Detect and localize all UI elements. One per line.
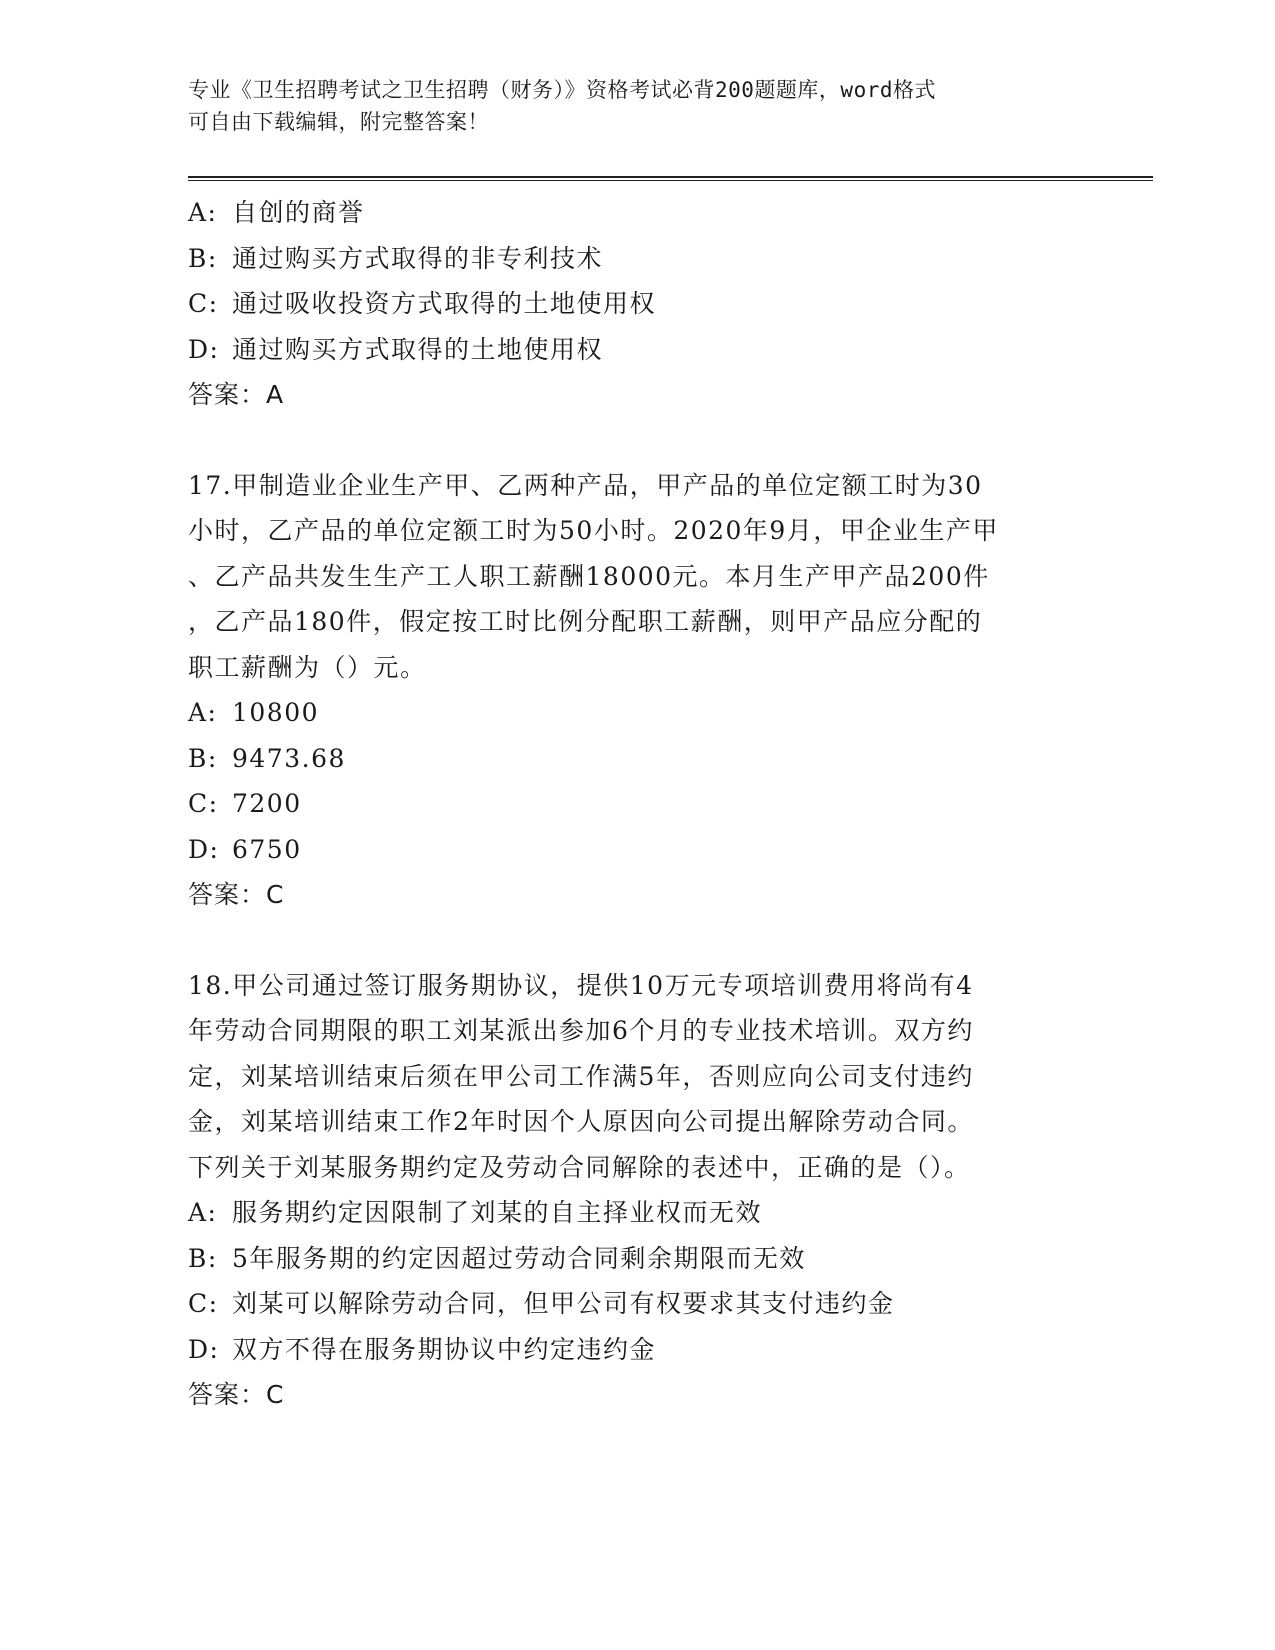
question-list [188,190,1088,1418]
option-letter: A: [188,1198,218,1227]
question-stem-line: 下列关于刘某服务期约定及劳动合同解除的表述中，正确的是（）。 [188,1152,971,1182]
question-stem-line: 年劳动合同期限的职工刘某派出参加6个月的专业技术培训。双方约 [188,1016,974,1045]
option-c [188,281,1088,327]
option-text: 通过吸收投资方式取得的土地使用权 [232,289,657,318]
question-stem-line: 18.甲公司通过签订服务期协议，提供10万元专项培训费用将尚有4 [188,970,974,1000]
option-d [188,1327,1088,1373]
header-divider [188,176,1153,181]
option-a [188,190,1088,236]
question-17 [188,463,1088,918]
option-letter: D: [188,334,220,364]
option-b [188,736,1088,782]
option-text: 7200 [232,789,302,818]
option-letter: B: [188,743,218,773]
question-spacer [188,918,1088,963]
option-letter: C: [188,289,219,318]
option-letter: B: [188,1243,218,1273]
option-text: 服务期约定因限制了刘某的自主择业权而无效 [232,1198,763,1227]
header-title-line-1: 专业《卫生招聘考试之卫生招聘（财务）》资格考试必背200题题库，word格式 [188,78,936,102]
option-text: 10800 [232,698,320,727]
answer-line: 答案：C [188,880,285,909]
question-stem-line: 、乙产品共发生生产工人职工薪酬18000元。本月生产甲产品200件 [188,561,990,591]
option-letter: D: [188,1334,220,1364]
option-a [188,690,1088,736]
question-stem-line: ，乙产品180件，假定按工时比例分配职工薪酬，则甲产品应分配的 [188,607,983,636]
option-text: 双方不得在服务期协议中约定违约金 [232,1334,657,1364]
question-spacer [188,418,1088,463]
option-d [188,827,1088,873]
option-text: 通过购买方式取得的土地使用权 [232,334,604,364]
answer-line: 答案：C [188,1380,285,1409]
option-letter: C: [188,789,219,818]
question-stem-line: 金，刘某培训结束工作2年时因个人原因向公司提出解除劳动合同。 [188,1107,974,1136]
question-16 [188,190,1088,418]
answer-line: 答案：A [188,380,285,409]
option-letter: A: [188,198,218,227]
option-text: 自创的商誉 [232,198,365,227]
question-stem-line: 定，刘某培训结束后须在甲公司工作满5年，否则应向公司支付违约 [188,1061,974,1091]
option-letter: B: [188,243,218,273]
question-stem-line: 17.甲制造业企业生产甲、乙两种产品，甲产品的单位定额工时为30 [188,470,983,500]
option-text: 9473.68 [232,743,346,773]
option-text: 刘某可以解除劳动合同，但甲公司有权要求其支付违约金 [232,1289,895,1318]
header-title-line-2: 可自由下载编辑，附完整答案！ [188,110,489,134]
option-letter: A: [188,698,218,727]
option-letter: C: [188,1289,219,1318]
question-stem-line: 职工薪酬为（）元。 [188,652,427,682]
option-c [188,1281,1088,1327]
option-a [188,1190,1088,1236]
option-text: 6750 [232,834,302,864]
option-c [188,781,1088,827]
option-text: 通过购买方式取得的非专利技术 [232,243,604,273]
option-d [188,327,1088,373]
option-b [188,236,1088,282]
option-b [188,1236,1088,1282]
document-header [188,74,1068,138]
option-letter: D: [188,834,220,864]
question-18 [188,963,1088,1418]
option-text: 5年服务期的约定因超过劳动合同剩余期限而无效 [232,1243,806,1273]
question-stem-line: 小时，乙产品的单位定额工时为50小时。2020年9月，甲企业生产甲 [188,516,999,545]
